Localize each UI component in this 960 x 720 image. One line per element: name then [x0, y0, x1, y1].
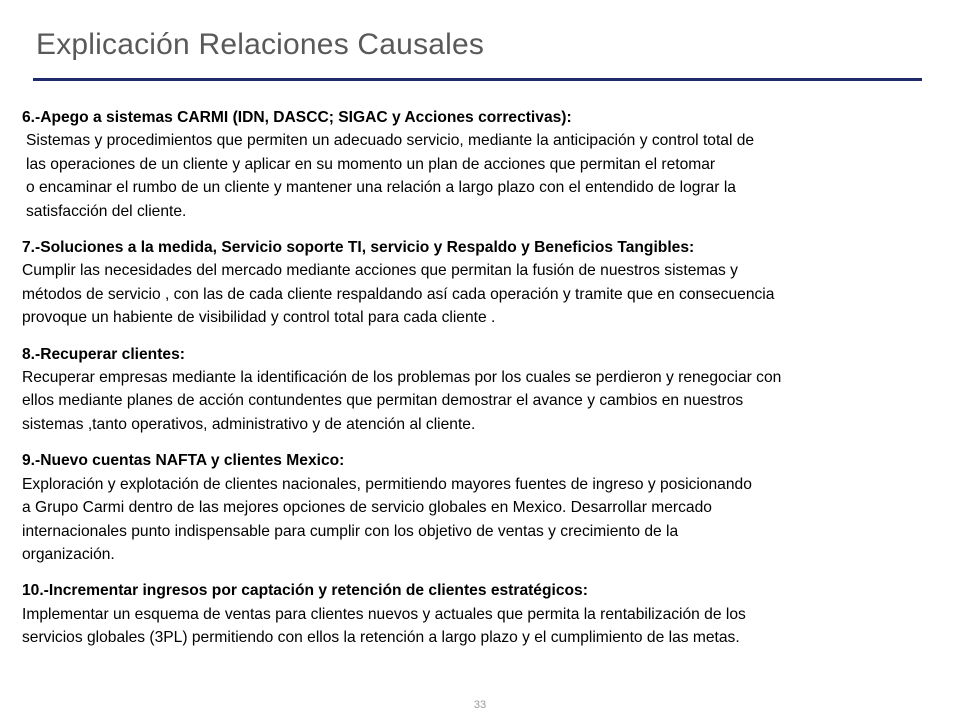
slide-title: Explicación Relaciones Causales [36, 28, 485, 61]
body-line: sistemas ,tanto operativos, administrativo y de atención al cliente. [22, 415, 476, 433]
body-line: internacionales punto indispensable para cumplir con los objetivo de ventas y crecimiento de la [22, 522, 679, 540]
body-line: Cumplir las necesidades del mercado mediante acciones que permitan la fusión de nuestros sistemas y [22, 262, 738, 280]
section-9 [22, 449, 938, 566]
section-heading: 9.-Nuevo cuentas NAFTA y clientes Mexico: [22, 452, 345, 470]
body-line: las operaciones de un cliente y aplicar en su momento un plan de acciones que permitan el retomar [26, 155, 716, 173]
section-heading: 7.-Soluciones a la medida, Servicio soporte TI, servicio y Respaldo y Beneficios Tangibles: [22, 239, 695, 257]
body-line: servicios globales (3PL) permitiendo con ellos la retención a largo plazo y el cumplimiento de las metas. [22, 629, 740, 647]
body-line: Exploración y explotación de clientes nacionales, permitiendo mayores fuentes de ingreso y posicionando [22, 475, 752, 493]
body-line: Sistemas y procedimientos que permiten un adecuado servicio, mediante la anticipación y control total de [26, 132, 755, 150]
body-line: Implementar un esquema de ventas para clientes nuevos y actuales que permita la rentabilización de los [22, 605, 746, 623]
section-10 [22, 579, 938, 649]
body-line: métodos de servicio , con las de cada cliente respaldando así cada operación y tramite que en consecuencia [22, 285, 775, 303]
section-7 [22, 236, 938, 330]
section-8 [22, 343, 938, 437]
section-heading: 10.-Incrementar ingresos por captación y retención de clientes estratégicos: [22, 582, 588, 600]
body-line: organización. [22, 545, 115, 563]
slide-body [22, 106, 938, 663]
page-number: 33 [473, 699, 487, 711]
title-underline [33, 78, 922, 81]
section-6 [22, 106, 938, 223]
body-line: a Grupo Carmi dentro de las mejores opciones de servicio globales en Mexico. Desarrollar mercado [22, 499, 712, 517]
body-line: provoque un habiente de visibilidad y control total para cada cliente . [22, 309, 496, 327]
section-heading: 8.-Recuperar clientes: [22, 345, 185, 363]
section-heading: 6.-Apego a sistemas CARMI (IDN, DASCC; SIGAC y Acciones correctivas): [22, 109, 572, 126]
body-line: Recuperar empresas mediante la identificación de los problemas por los cuales se perdieron y renegociar con [22, 369, 782, 387]
body-line: satisfacción del cliente. [26, 202, 187, 220]
body-line: ellos mediante planes de acción contundentes que permitan demostrar el avance y cambios en nuestros [22, 392, 744, 410]
body-line: o encaminar el rumbo de un cliente y mantener una relación a largo plazo con el entendido de lograr la [26, 179, 736, 197]
